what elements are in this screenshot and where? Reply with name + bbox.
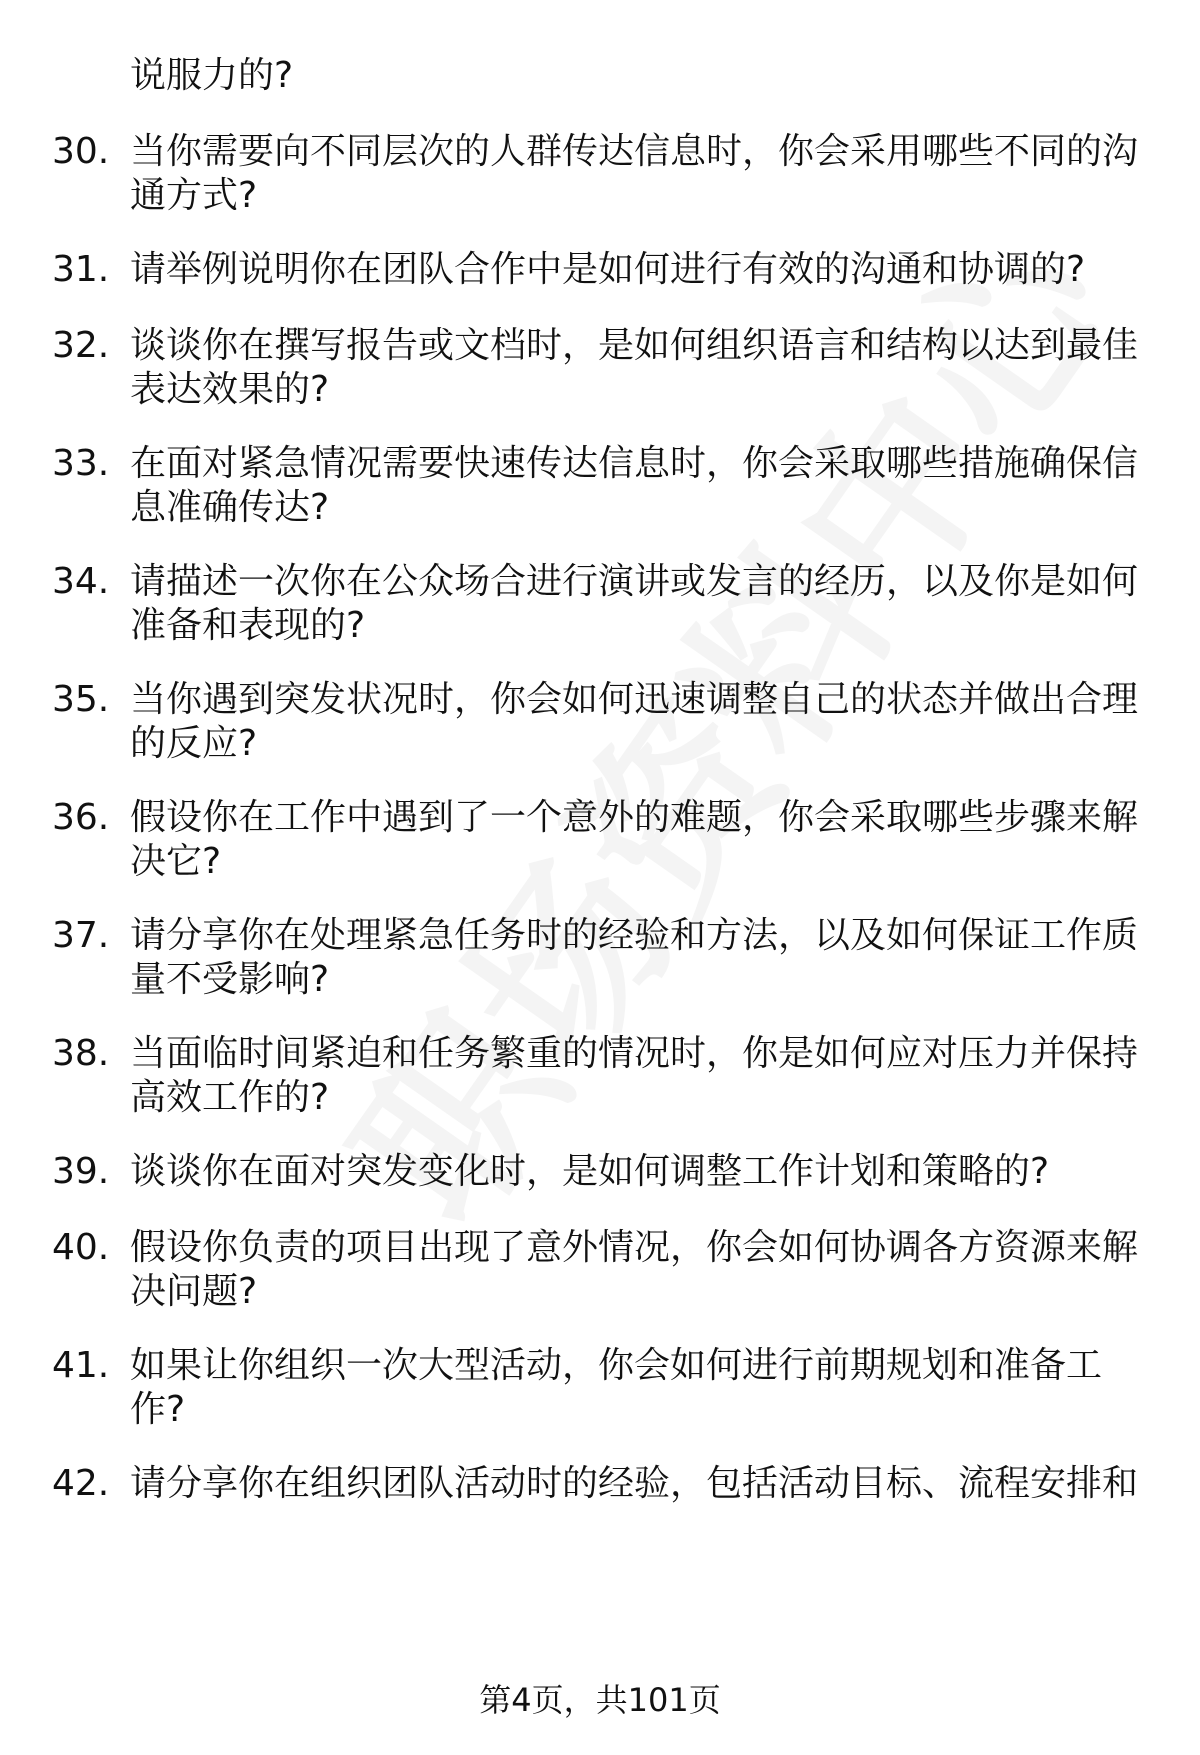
question-number: 34.: [52, 561, 110, 602]
question-text-line: 的反应?: [130, 723, 258, 764]
question-number: 35.: [52, 679, 110, 720]
question-text-line: 高效工作的?: [130, 1077, 330, 1118]
page-footer: 第4页，共101页: [479, 1681, 721, 1719]
question-text-line: 准备和表现的?: [130, 605, 366, 646]
question-number: 32.: [52, 325, 110, 366]
question-number: 42.: [52, 1463, 110, 1504]
question-text-line: 假设你负责的项目出现了意外情况，你会如何协调各方资源来解: [130, 1227, 1139, 1268]
question-number: 31.: [52, 249, 110, 290]
question-text-line: 决问题?: [130, 1271, 258, 1312]
question-text-line: 说服力的?: [130, 55, 294, 96]
question-text-line: 请分享你在组织团队活动时的经验，包括活动目标、流程安排和: [130, 1463, 1139, 1504]
question-text-line: 当面临时间紧迫和任务繁重的情况时，你是如何应对压力并保持: [130, 1033, 1139, 1074]
question-text-line: 假设你在工作中遇到了一个意外的难题，你会采取哪些步骤来解: [130, 797, 1139, 838]
question-text-line: 谈谈你在面对突发变化时，是如何调整工作计划和策略的?: [130, 1151, 1050, 1192]
question-number: 41.: [52, 1345, 110, 1386]
question-number: 30.: [52, 131, 110, 172]
question-text-line: 在面对紧急情况需要快速传达信息时，你会采取哪些措施确保信: [130, 443, 1139, 484]
question-number: 36.: [52, 797, 110, 838]
question-text-line: 如果让你组织一次大型活动，你会如何进行前期规划和准备工: [130, 1345, 1103, 1386]
question-text-line: 请分享你在处理紧急任务时的经验和方法，以及如何保证工作质: [130, 915, 1139, 956]
question-number: 40.: [52, 1227, 110, 1268]
question-number: 33.: [52, 443, 110, 484]
question-text-line: 息准确传达?: [130, 487, 330, 528]
question-number: 39.: [52, 1151, 110, 1192]
question-text-line: 决它?: [130, 841, 222, 882]
question-text-line: 当你遇到突发状况时，你会如何迅速调整自己的状态并做出合理: [130, 679, 1139, 720]
question-number: 37.: [52, 915, 110, 956]
question-text-line: 通方式?: [130, 175, 258, 216]
question-text-line: 表达效果的?: [130, 369, 330, 410]
question-text-line: 谈谈你在撰写报告或文档时，是如何组织语言和结构以达到最佳: [130, 325, 1139, 366]
question-text-line: 量不受影响?: [130, 959, 330, 1000]
question-text-line: 当你需要向不同层次的人群传达信息时，你会采用哪些不同的沟: [130, 131, 1139, 172]
question-text-line: 作?: [130, 1389, 186, 1430]
question-number: 38.: [52, 1033, 110, 1074]
question-text-line: 请描述一次你在公众场合进行演讲或发言的经历，以及你是如何: [130, 561, 1139, 602]
question-text-line: 请举例说明你在团队合作中是如何进行有效的沟通和协调的?: [130, 249, 1086, 290]
